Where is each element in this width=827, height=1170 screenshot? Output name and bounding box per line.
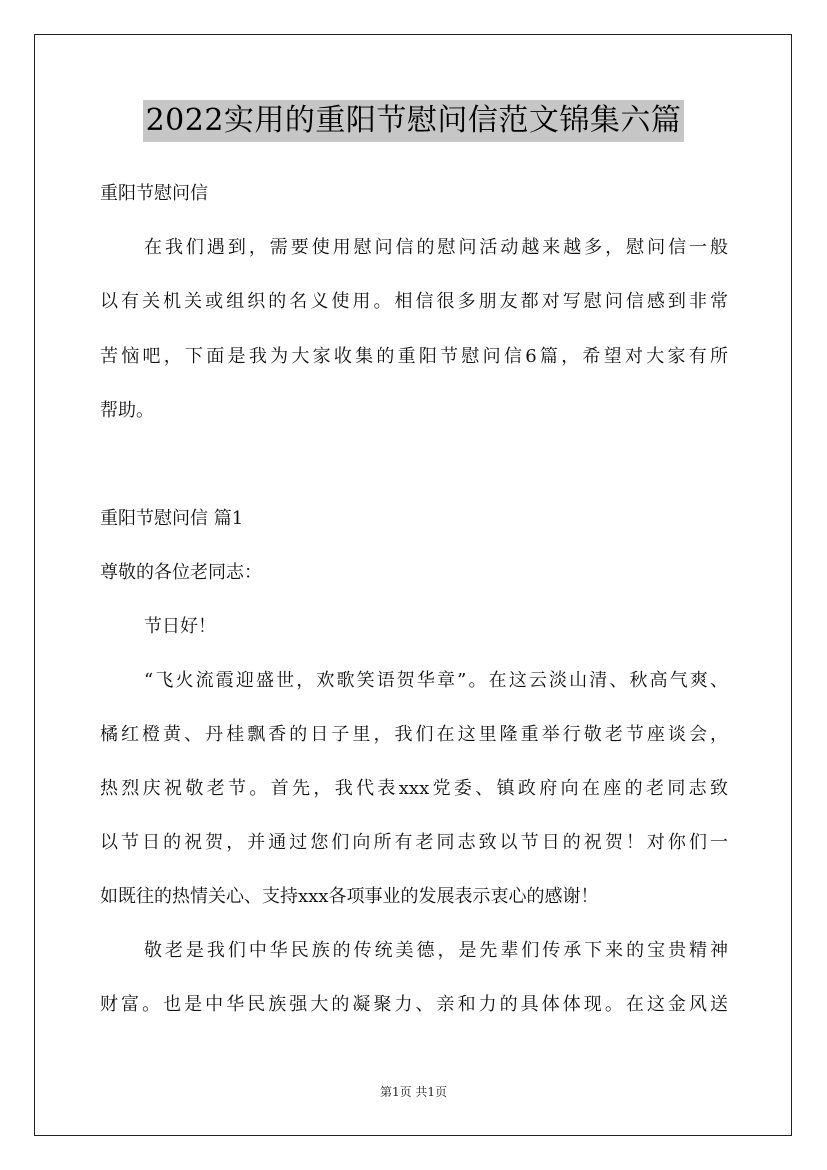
paragraph-line: 热烈庆祝敬老节。首先，我代表xxx党委、镇政府向在座的老同志致 [100,778,728,799]
paragraph-line: 敬老是我们中华民族的传统美德，是先辈们传承下来的宝贵精神 [144,940,728,961]
greeting: 节日好！ [144,616,216,637]
paragraph-line: “飞火流霞迎盛世，欢歌笑语贺华章”。在这云淡山清、秋高气爽、 [144,670,728,691]
salutation: 尊敬的各位老同志： [100,562,262,583]
intro-line: 在我们遇到，需要使用慰问信的慰问活动越来越多，慰问信一般 [144,237,728,258]
document-title: 2022实用的重阳节慰问信范文锦集六篇 [143,100,685,142]
paragraph-line: 如既往的热情关心、支持xxx各项事业的发展表示衷心的感谢！ [100,886,599,907]
intro-line: 帮助。 [100,400,154,421]
paragraph-line: 橘红橙黄、丹桂飘香的日子里，我们在这里隆重举行敬老节座谈会， [100,724,728,745]
intro-heading: 重阳节慰问信 [100,183,208,204]
page-footer: 第1页 共1页 [379,1085,448,1099]
paragraph-line: 以节日的祝贺，并通过您们向所有老同志致以节日的祝贺！对你们一 [100,832,728,853]
title-block [0,100,827,142]
section-heading: 重阳节慰问信 篇1 [100,508,244,529]
intro-line: 以有关机关或组织的名义使用。相信很多朋友都对写慰问信感到非常 [100,291,728,312]
intro-line: 苦恼吧，下面是我为大家收集的重阳节慰问信6篇，希望对大家有所 [100,346,728,367]
paragraph-line: 财富。也是中华民族强大的凝聚力、亲和力的具体体现。在这金风送 [100,994,728,1015]
